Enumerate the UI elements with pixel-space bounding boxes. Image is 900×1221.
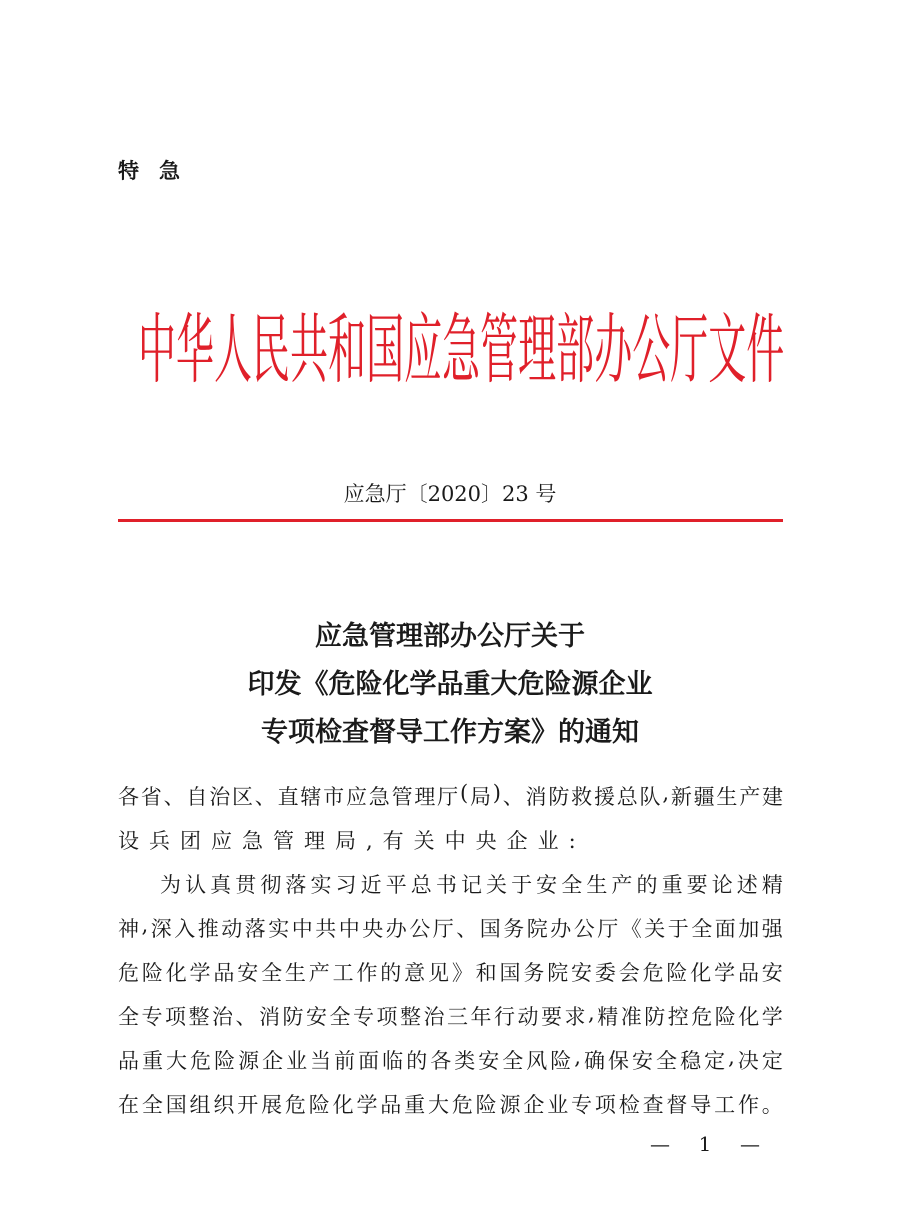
document-title-line: 应急管理部办公厅关于 xyxy=(315,621,585,652)
document-title-line: 专项检查督导工作方案》的通知 xyxy=(261,717,639,748)
body-line: 危 险 化 学 品 安 全 生 产 工 作 的 意 见 》 和 国 务 院 安 委 会 危 险 化 学 品 安 xyxy=(118,961,783,985)
body-line: 全 专 项 整 治 、 消 防 安 全 专 项 整 治 三 年 行 动 要 求 , 精 准 防 控 危 险 化 学 xyxy=(118,1001,783,1029)
red-divider xyxy=(118,519,783,522)
body-line: 神 , 深 入 推 动 落 实 中 共 中 央 办 公 厅 、 国 务 院 办 公 厅 《 关 于 全 面 加 强 xyxy=(118,913,783,941)
body-line: 为 认 真 贯 彻 落 实 习 近 平 总 书 记 关 于 安 全 生 产 的 重 要 论 述 精 xyxy=(160,873,783,897)
urgency-label: 特急 xyxy=(118,159,200,183)
body-line: 品 重 大 危 险 源 企 业 当 前 面 临 的 各 类 安 全 风 险 , 确 保 安 全 稳 定 , 决 定 xyxy=(118,1045,783,1073)
document-number: 应急厅〔2020〕23 号 xyxy=(343,482,557,506)
page-number: — 1 — xyxy=(650,1132,760,1156)
addressee-line: 各 省 、 自 治 区 、 直 辖 市 应 急 管 理 厅 ( 局 ) 、 消 防 救 援 总 队 , 新 疆 生 产 建 xyxy=(118,781,783,809)
document-title-line: 印发《危险化学品重大危险源企业 xyxy=(247,669,653,700)
issuer-title: 中 华 人 民 共 和 国 应 急 管 理 部 办 公 厅 文 件 xyxy=(138,306,785,394)
body-line: 在 全 国 组 织 开 展 危 险 化 学 品 重 大 危 险 源 企 业 专 项 检 查 督 导 工 作 。 xyxy=(118,1093,783,1117)
addressee-line: 设兵团应急管理局,有关中央企业: xyxy=(118,829,586,853)
issuer-header xyxy=(138,306,785,394)
